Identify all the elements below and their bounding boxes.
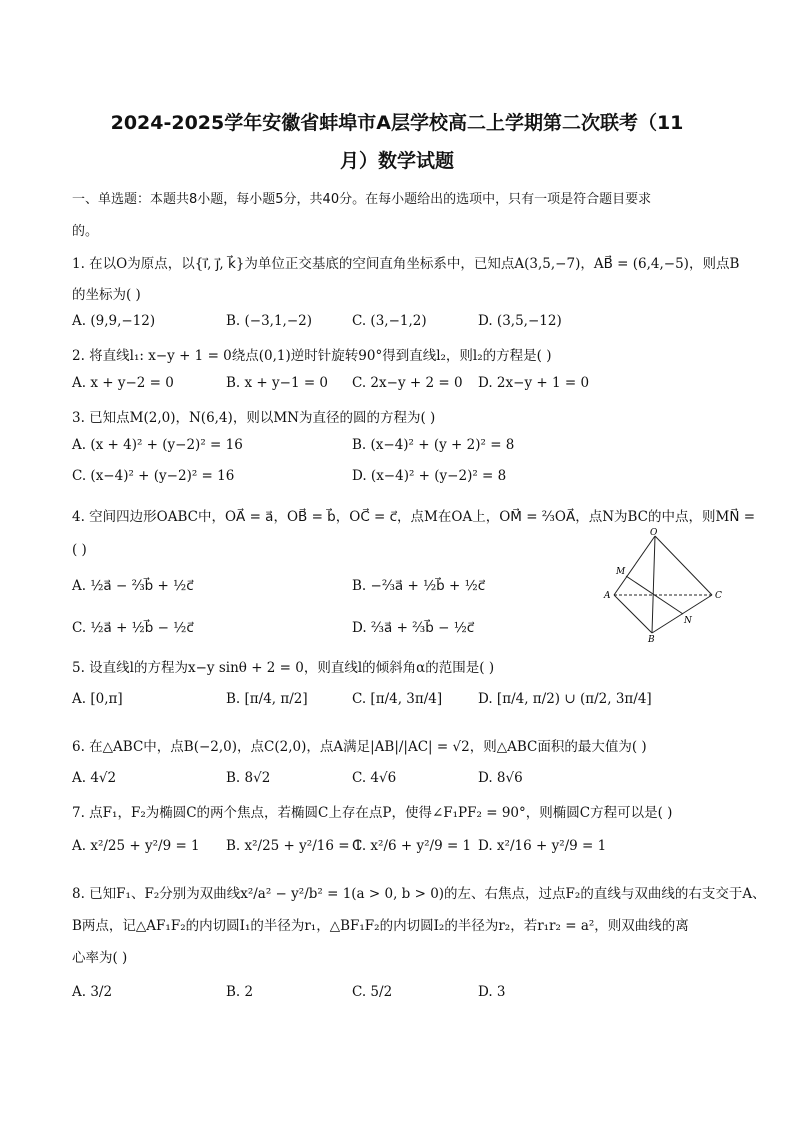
question-5-option-a: A. [0,π] bbox=[72, 691, 123, 707]
question-6-stem: 6. 在△ABC中，点B(−2,0)，点C(2,0)，点A满足|AB|/|AC| = √2，则△ABC面积的最大值为( ) bbox=[72, 739, 647, 755]
question-8-stem-line-3: 心率为( ) bbox=[72, 950, 128, 966]
question-2-stem: 2. 将直线l₁: x−y + 1 = 0绕点(0,1)逆时针旋转90°得到直线l₂，则l₂的方程是( ) bbox=[72, 348, 552, 364]
question-8-option-a: A. 3/2 bbox=[72, 984, 113, 1000]
question-4-stem-line-2: ( ) bbox=[72, 542, 87, 558]
question-1-stem-line-2: 的坐标为( ) bbox=[72, 287, 141, 303]
question-6-option-d: D. 8√6 bbox=[478, 770, 523, 786]
edge-cb bbox=[652, 595, 712, 633]
question-5-option-c: C. [π/4, 3π/4] bbox=[352, 691, 443, 707]
question-8-stem-line-2: B两点，记△AF₁F₂的内切圆I₁的半径为r₁，△BF₁F₂的内切圆I₂的半径为r₂，若r₁r₂ = a²，则双曲线的离 bbox=[72, 918, 689, 934]
question-4-stem-line-1: 4. 空间四边形OABC中，OA⃗ = a⃗，OB⃗ = b⃗，OC⃗ = c⃗，点M在OA上，OM⃗ = ⅔OA⃗，点N为BC的中点，则MN⃗ = bbox=[72, 509, 756, 525]
question-2-option-a: A. x + y−2 = 0 bbox=[72, 375, 174, 391]
edge-oa bbox=[614, 536, 655, 595]
question-1-option-a: A. (9,9,−12) bbox=[72, 313, 156, 329]
question-8-option-b: B. 2 bbox=[226, 984, 254, 1000]
question-8-option-c: C. 5/2 bbox=[352, 984, 393, 1000]
label-b: B bbox=[648, 635, 655, 643]
question-4-option-c: C. ½a⃗ + ½b⃗ − ½c⃗ bbox=[72, 620, 194, 636]
question-2-option-b: B. x + y−1 = 0 bbox=[226, 375, 329, 391]
label-o: O bbox=[650, 528, 658, 538]
question-7-option-c: C. x²/6 + y²/9 = 1 bbox=[352, 838, 472, 854]
question-5-option-d: D. [π/4, π/2) ∪ (π/2, 3π/4] bbox=[478, 691, 652, 707]
question-7-option-a: A. x²/25 + y²/9 = 1 bbox=[72, 838, 200, 854]
question-7-option-b: B. x²/25 + y²/16 = 1 bbox=[226, 838, 363, 854]
title-line-2: 月）数学试题 bbox=[339, 150, 454, 172]
label-c: C bbox=[715, 591, 722, 601]
label-n: N bbox=[684, 616, 692, 626]
question-8-option-d: D. 3 bbox=[478, 984, 506, 1000]
question-4-option-d: D. ⅔a⃗ + ⅔b⃗ − ½c⃗ bbox=[352, 620, 475, 636]
edge-oc bbox=[655, 536, 712, 595]
question-8-stem-line-1: 8. 已知F₁、F₂分别为双曲线x²/a² − y²/b² = 1(a > 0, b > 0)的左、右焦点，过点F₂的直线与双曲线的右支交于A、 bbox=[72, 886, 766, 902]
question-1-option-d: D. (3,5,−12) bbox=[478, 313, 562, 329]
question-6-option-b: B. 8√2 bbox=[226, 770, 271, 786]
section-heading-line-2: 的。 bbox=[72, 224, 99, 239]
question-1-option-c: C. (3,−1,2) bbox=[352, 313, 427, 329]
question-7-stem: 7. 点F₁，F₂为椭圆C的两个焦点，若椭圆C上存在点P，使得∠F₁PF₂ = 90°，则椭圆C方程可以是( ) bbox=[72, 805, 673, 821]
question-6-option-c: C. 4√6 bbox=[352, 770, 397, 786]
edge-ab bbox=[614, 595, 652, 633]
question-3-option-d: D. (x−4)² + (y−2)² = 8 bbox=[352, 468, 507, 484]
question-2-option-c: C. 2x−y + 2 = 0 bbox=[352, 375, 463, 391]
question-3-stem: 3. 已知点M(2,0)，N(6,4)，则以MN为直径的圆的方程为( ) bbox=[72, 410, 436, 426]
question-6-option-a: A. 4√2 bbox=[72, 770, 117, 786]
question-1-option-b: B. (−3,1,−2) bbox=[226, 313, 313, 329]
label-a: A bbox=[604, 591, 611, 601]
question-5-option-b: B. [π/4, π/2] bbox=[226, 691, 308, 707]
question-4-option-a: A. ½a⃗ − ⅔b⃗ + ½c⃗ bbox=[72, 578, 194, 594]
section-heading-line-1: 一、单选题：本题共8小题，每小题5分，共40分。在每小题给出的选项中，只有一项是符合题目要求 bbox=[72, 192, 652, 207]
question-4-option-b: B. −⅔a⃗ + ½b⃗ + ½c⃗ bbox=[352, 578, 486, 594]
question-2-option-d: D. 2x−y + 1 = 0 bbox=[478, 375, 590, 391]
question-3-option-a: A. (x + 4)² + (y−2)² = 16 bbox=[72, 437, 243, 453]
question-5-stem: 5. 设直线l的方程为x−y sinθ + 2 = 0，则直线l的倾斜角α的范围是( ) bbox=[72, 660, 495, 676]
question-1-stem-line-1: 1. 在以O为原点，以{i⃗, j⃗, k⃗}为单位正交基底的空间直角坐标系中，已知点A(3,5,−7)，AB⃗ = (6,4,−5)，则点B bbox=[72, 256, 740, 272]
label-m: M bbox=[616, 567, 626, 577]
question-3-option-c: C. (x−4)² + (y−2)² = 16 bbox=[72, 468, 235, 484]
question-7-option-d: D. x²/16 + y²/9 = 1 bbox=[478, 838, 607, 854]
edge-ob bbox=[652, 536, 655, 633]
title-line-1: 2024-2025学年安徽省蚌埠市A层学校高二上学期第二次联考（11 bbox=[110, 112, 684, 134]
question-3-option-b: B. (x−4)² + (y + 2)² = 8 bbox=[352, 437, 515, 453]
tetrahedron-figure bbox=[600, 528, 730, 643]
